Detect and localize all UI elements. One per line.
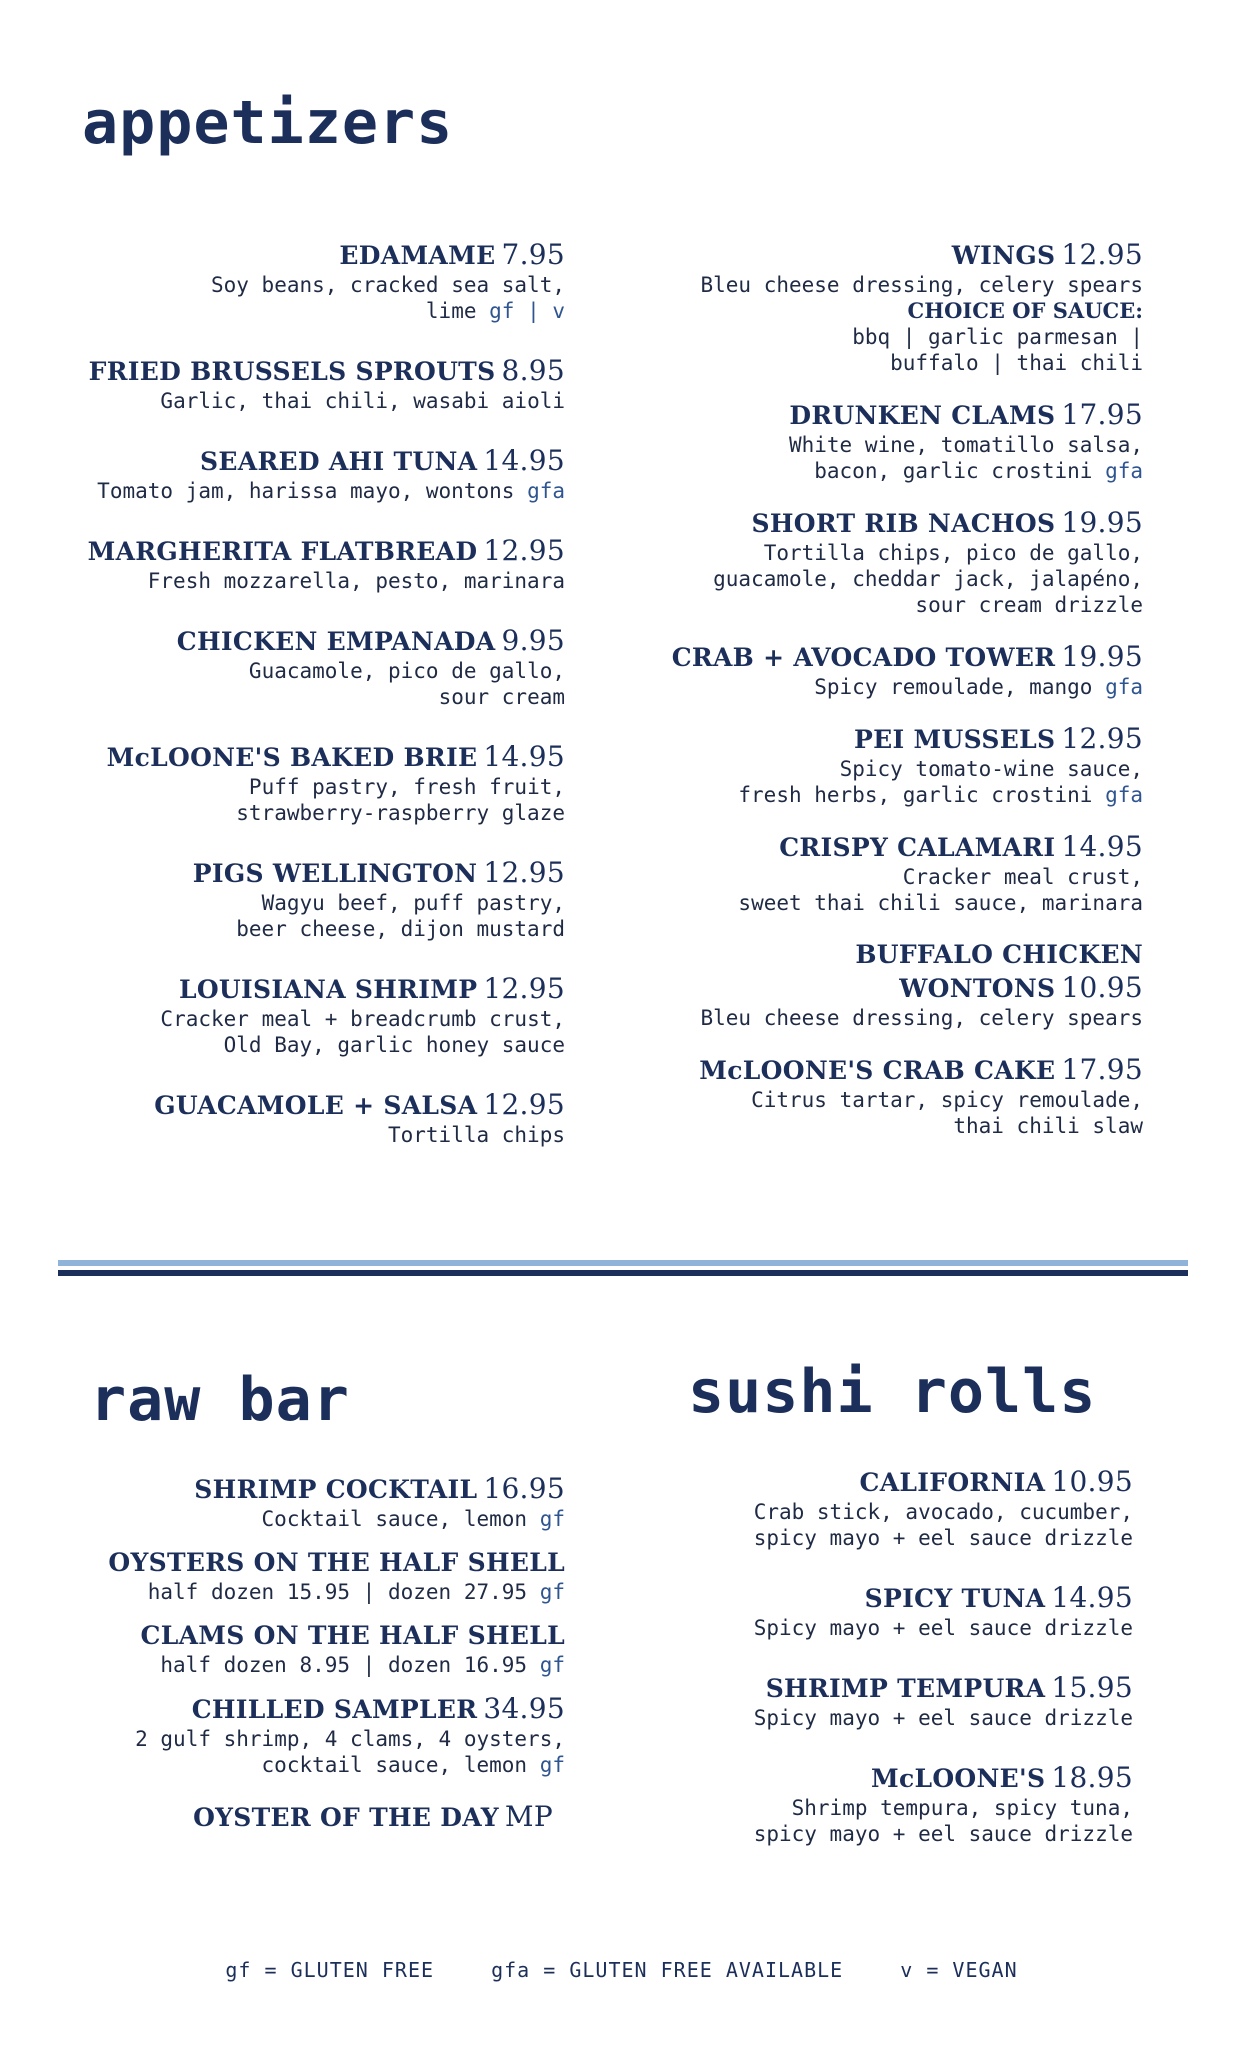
item-name: SHRIMP TEMPURA [765,1674,1046,1703]
sauce-options: bbq | garlic parmesan | [852,325,1143,349]
raw-bar-column [45,1472,565,1834]
legend-vegan: v = VEGAN [900,1958,1018,1982]
item-price: 14.95 [483,444,565,477]
menu-item [45,1546,565,1605]
item-price: 10.95 [1051,1465,1133,1498]
item-price: 19.95 [1061,506,1143,539]
item-price: 14.95 [483,740,565,773]
item-price: 12.95 [1061,238,1143,271]
item-name: MARGHERITA FLATBREAD [87,537,478,566]
item-name: OYSTER OF THE DAY [193,1803,499,1832]
item-description: Spicy mayo + eel sauce drizzle [753,1616,1133,1640]
item-description: Soy beans, cracked sea salt, lime [210,273,565,323]
item-name: WINGS [951,241,1056,270]
item-description: Spicy mayo + eel sauce drizzle [753,1706,1133,1730]
item-price: 15.95 [1051,1671,1133,1704]
item-price: 8.95 [501,354,565,387]
menu-item [623,722,1143,808]
item-price: 12.95 [483,856,565,889]
menu-item [45,1800,565,1834]
legend-gfa: gfa = GLUTEN FREE AVAILABLE [491,1958,844,1982]
item-description: Puff pastry, fresh fruit, strawberry-raspberry glaze [236,775,565,825]
item-name: McLOONE'S [870,1764,1046,1793]
item-price: 12.95 [483,1088,565,1121]
item-name: OYSTERS ON THE HALF SHELL [108,1548,565,1577]
dietary-tag: gf [539,1653,565,1677]
item-description: half dozen 8.95 | dozen 16.95 [160,1653,528,1677]
item-name: SEARED AHI TUNA [200,447,478,476]
sushi-rolls-title: sushi rolls [688,1357,1097,1427]
item-name: CRAB + AVOCADO TOWER [671,643,1056,672]
menu-item [45,534,565,594]
item-price: 34.95 [483,1692,565,1725]
item-price: 12.95 [1061,722,1143,755]
item-description: Citrus tartar, spicy remoulade, thai chili slaw [751,1088,1143,1138]
appetizers-title: appetizers [82,88,454,158]
item-description: Tortilla chips, pico de gallo, guacamole, cheddar jack, jalapéno, sour cream drizzle [713,541,1143,617]
section-divider [58,1270,1188,1276]
item-name: CLAMS ON THE HALF SHELL [140,1621,565,1650]
item-price: 7.95 [501,238,565,271]
item-price: 19.95 [1061,640,1143,673]
item-price: 17.95 [1061,1053,1143,1086]
menu-item [45,354,565,414]
item-description: Tortilla chips [387,1123,565,1147]
item-name: GUACAMOLE + SALSA [154,1091,478,1120]
item-description: Crab stick, avocado, cucumber, spicy mayo + eel sauce drizzle [753,1500,1133,1550]
item-name: LOUISIANA SHRIMP [178,975,478,1004]
legend-gf: gf = GLUTEN FREE [225,1958,435,1982]
menu-item [623,506,1143,618]
item-name: EDAMAME [339,241,496,270]
item-description: Guacamole, pico de gallo, sour cream [248,659,565,709]
item-price: 16.95 [483,1472,565,1505]
item-name: CHILLED SAMPLER [191,1695,478,1724]
menu-item [45,238,565,324]
item-description: Shrimp tempura, spicy tuna, spicy mayo + eel sauce drizzle [753,1796,1133,1846]
item-description: Cracker meal crust, sweet thai chili sauce, marinara [738,865,1143,915]
item-name: FRIED BRUSSELS SPROUTS [88,357,496,386]
item-name: PEI MUSSELS [854,725,1056,754]
dietary-tag: gf [539,1507,565,1531]
item-name: WONTONS [899,974,1056,1003]
dietary-tag: gf | v [489,299,565,323]
item-price: 14.95 [1061,830,1143,863]
menu-item [623,398,1143,484]
item-name: SHORT RIB NACHOS [751,509,1056,538]
item-name: McLOONE'S CRAB CAKE [699,1056,1056,1085]
item-description: Spicy remoulade, mango [814,675,1093,699]
dietary-tag: gf [539,1753,565,1777]
menu-item-wings [623,238,1143,376]
item-description: Fresh mozzarella, pesto, marinara [147,569,565,593]
menu-item [623,830,1143,916]
item-price: 14.95 [1051,1581,1133,1614]
menu-item [45,624,565,710]
item-name: McLOONE'S BAKED BRIE [106,743,478,772]
item-name: CHICKEN EMPANADA [176,627,496,656]
dietary-tag: gfa [1105,459,1143,483]
menu-item-buffalo-wontons [623,938,1143,1031]
sauce-choice-label: CHOICE OF SAUCE: [907,298,1143,323]
item-description: half dozen 15.95 | dozen 27.95 [147,1580,528,1604]
item-description: Garlic, thai chili, wasabi aioli [160,389,565,413]
item-price: MP [504,1800,553,1833]
menu-item [613,1671,1133,1731]
item-description: Wagyu beef, puff pastry, beer cheese, dijon mustard [236,891,565,941]
item-description: Bleu cheese dressing, celery spears [700,273,1143,297]
sauce-options: buffalo | thai chili [890,351,1143,375]
item-price: 10.95 [1061,971,1143,1004]
section-divider [58,1260,1188,1266]
menu-item [45,1472,565,1532]
menu-item [45,856,565,942]
item-description: Spicy tomato-wine sauce, fresh herbs, garlic crostini [738,757,1143,807]
menu-item-crab-cake [623,1053,1143,1139]
menu-item [45,444,565,504]
item-price: 9.95 [501,624,565,657]
dietary-tag: gfa [1105,675,1143,699]
menu-item [613,1465,1133,1551]
item-description: Tomato jam, harissa mayo, wontons [97,479,515,503]
dietary-tag: gfa [1105,783,1143,807]
menu-item [45,1692,565,1778]
item-name: PIGS WELLINGTON [192,859,478,888]
item-name: CRISPY CALAMARI [779,833,1056,862]
dietary-tag: gf [539,1580,565,1604]
menu-item [45,740,565,826]
item-price: 12.95 [483,972,565,1005]
item-name: CALIFORNIA [859,1468,1046,1497]
menu-item [45,1619,565,1678]
item-name: SPICY TUNA [864,1584,1046,1613]
item-name: DRUNKEN CLAMS [789,401,1056,430]
item-description: Bleu cheese dressing, celery spears [700,1006,1143,1030]
menu-item [45,972,565,1058]
menu-item [623,640,1143,700]
menu-item [613,1581,1133,1641]
sushi-rolls-column [613,1465,1133,1847]
item-price: 12.95 [483,534,565,567]
item-name: SHRIMP COCKTAIL [194,1475,478,1504]
item-name: BUFFALO CHICKEN [855,940,1143,969]
item-description: White wine, tomatillo salsa, bacon, garlic crostini [788,433,1143,483]
item-description: Cracker meal + breadcrumb crust, Old Bay, garlic honey sauce [160,1007,565,1057]
raw-bar-title: raw bar [90,1365,350,1435]
appetizers-left-column [45,238,565,1148]
dietary-tag: gfa [527,479,565,503]
menu-item [613,1761,1133,1847]
dietary-legend [0,1958,1243,1982]
item-description: Cocktail sauce, lemon [261,1507,528,1531]
item-description: 2 gulf shrimp, 4 clams, 4 oysters, cocktail sauce, lemon [135,1727,565,1777]
item-price: 18.95 [1051,1761,1133,1794]
item-price: 17.95 [1061,398,1143,431]
menu-item [45,1088,565,1148]
appetizers-right-column [623,238,1143,1139]
